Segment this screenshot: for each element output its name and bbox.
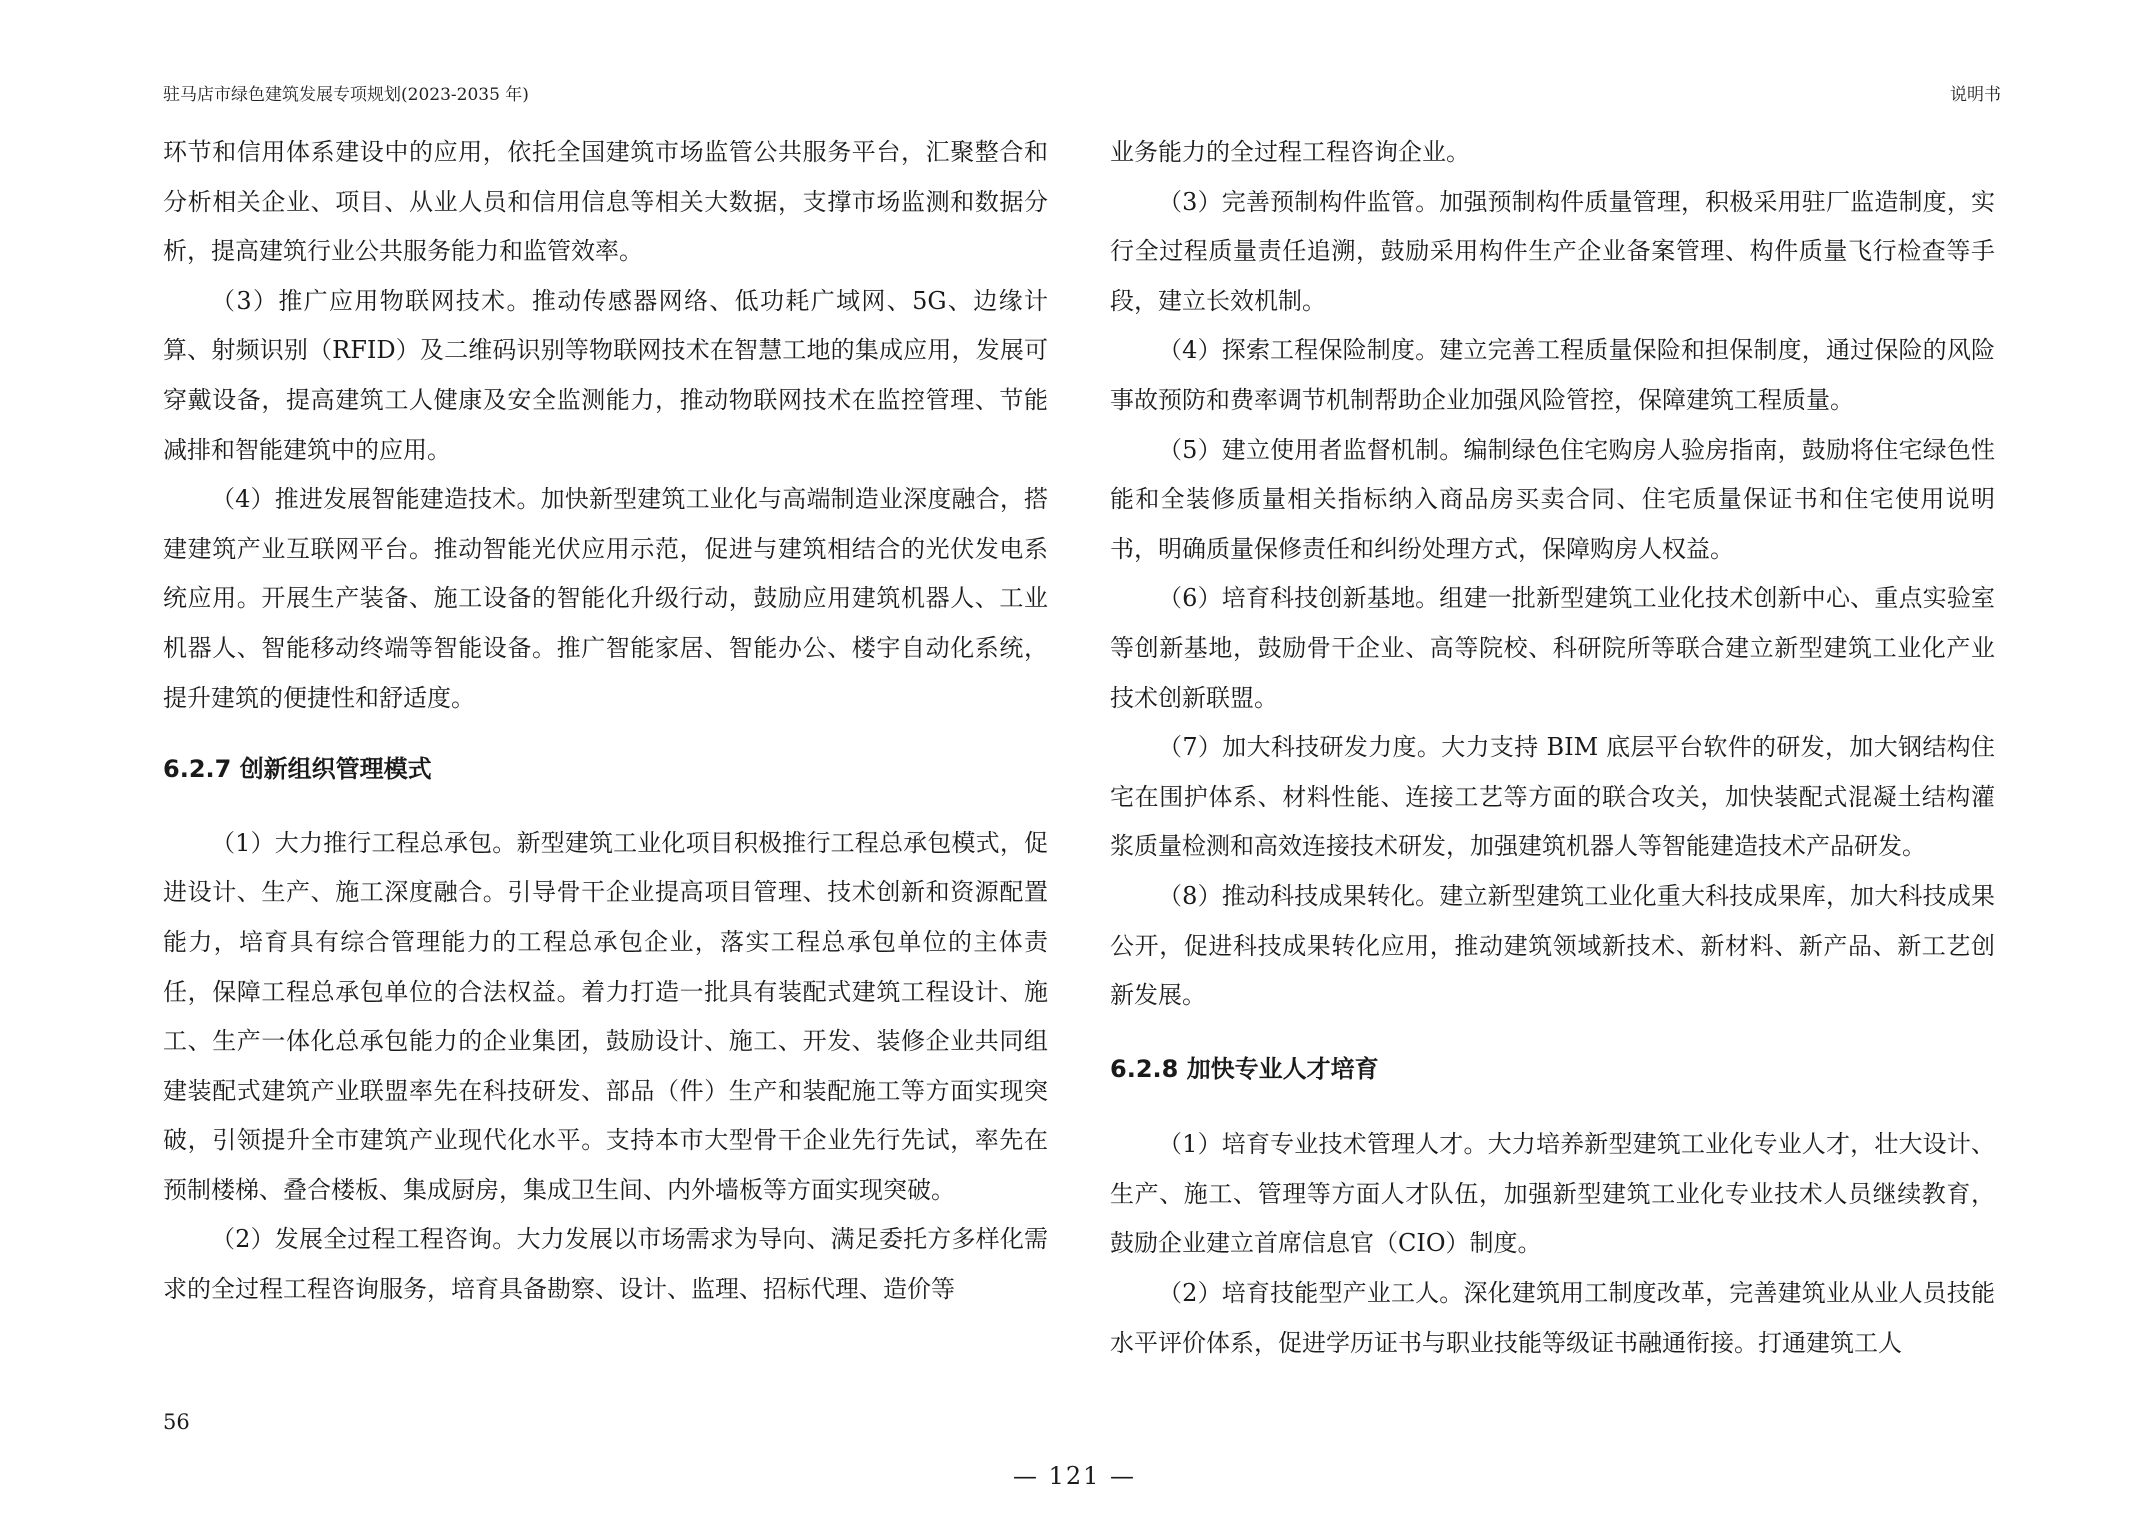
paragraph-insurance: （4）探索工程保险制度。建立完善工程质量保险和担保制度，通过保险的风险事故预防和费率调节机制帮助企业加强风险管控，保障建筑工程质量。 — [1110, 336, 1995, 414]
paragraph-smart-construction: （4）推进发展智能建造技术。加快新型建筑工业化与高端制造业深度融合，搭建建筑产业互联网平台。推动智能光伏应用示范，促进与建筑相结合的光伏发电系统应用。开展生产装备、施工设备的智能化升级行动，鼓励应用建筑机器人、工业机器人、智能移动终端等智能设备。推广智能家居、智能办公、楼宇自动化系统，提升建筑的便捷性和舒适度。 — [163, 485, 1048, 712]
paragraph-continued: 业务能力的全过程工程咨询企业。 — [1110, 138, 1470, 166]
paragraph-innovation-base: （6）培育科技创新基地。组建一批新型建筑工业化技术创新中心、重点实验室等创新基地，鼓励骨干企业、高等院校、科研院所等联合建立新型建筑工业化产业技术创新联盟。 — [1110, 584, 1995, 712]
section-heading-6-2-7: 6.2.7 创新组织管理模式 — [163, 755, 432, 784]
left-column — [163, 128, 1048, 1315]
document-type-header: 说明书 — [1950, 85, 2001, 105]
paragraph-skilled-workers: （2）培育技能型产业工人。深化建筑用工制度改革，完善建筑业从业人员技能水平评价体系，促进学历证书与职业技能等级证书融通衔接。打通建筑工人 — [1110, 1279, 1995, 1357]
section-heading-6-2-8: 6.2.8 加快专业人才培育 — [1110, 1054, 1379, 1083]
paragraph-prefab-supervision: （3）完善预制构件监管。加强预制构件质量管理，积极采用驻厂监造制度，实行全过程质量责任追溯，鼓励采用构件生产企业备案管理、构件质量飞行检查等手段，建立长效机制。 — [1110, 187, 1995, 315]
paragraph-general-contracting: （1）大力推行工程总承包。新型建筑工业化项目积极推行工程总承包模式，促进设计、生产、施工深度融合。引导骨干企业提高项目管理、技术创新和资源配置能力，培育具有综合管理能力的工程总承包企业，落实工程总承包单位的主体责任，保障工程总承包单位的合法权益。着力打造一批具有装配式建筑工程设计、施工、生产一体化总承包能力的企业集团，鼓励设计、施工、开发、装修企业共同组建装配式建筑产业联盟率先在科技研发、部品（件）生产和装配施工等方面实现突破，引领提升全市建筑产业现代化水平。支持本市大型骨干企业先行先试，率先在预制楼梯、叠合楼板、集成厨房，集成卫生间、内外墙板等方面实现突破。 — [163, 828, 1048, 1204]
center-page-number: — 121 — — [1012, 1462, 1137, 1490]
left-page-number: 56 — [163, 1410, 190, 1434]
paragraph-user-supervision: （5）建立使用者监督机制。编制绿色住宅购房人验房指南，鼓励将住宅绿色性能和全装修质量相关指标纳入商品房买卖合同、住宅质量保证书和住宅使用说明书，明确质量保修责任和纠纷处理方式，保障购房人权益。 — [1110, 435, 1995, 563]
paragraph-iot: （3）推广应用物联网技术。推动传感器网络、低功耗广域网、5G、边缘计算、射频识别（RFID）及二维码识别等物联网技术在智慧工地的集成应用，发展可穿戴设备，提高建筑工人健康及安全监测能力，推动物联网技术在监控管理、节能减排和智能建筑中的应用。 — [163, 286, 1048, 464]
document-title-header: 驻马店市绿色建筑发展专项规划(2023-2035 年) — [163, 85, 529, 105]
paragraph-professional-talent: （1）培育专业技术管理人才。大力培养新型建筑工业化专业人才，壮大设计、生产、施工、管理等方面人才队伍，加强新型建筑工业化专业技术人员继续教育，鼓励企业建立首席信息官（CIO）制度。 — [1110, 1130, 1995, 1258]
paragraph-whole-process-consulting: （2）发展全过程工程咨询。大力发展以市场需求为导向、满足委托方多样化需求的全过程工程咨询服务，培育具备勘察、设计、监理、招标代理、造价等 — [163, 1225, 1048, 1304]
paragraph-research: （7）加大科技研发力度。大力支持 BIM 底层平台软件的研发，加大钢结构住宅在围护体系、材料性能、连接工艺等方面的联合攻关，加快装配式混凝土结构灌浆质量检测和高效连接技术研发，加强建筑机器人等智能建造技术产品研发。 — [1110, 733, 1995, 861]
paragraph-continued: 环节和信用体系建设中的应用，依托全国建筑市场监管公共服务平台，汇聚整合和分析相关企业、项目、从业人员和信用信息等相关大数据，支撑市场监测和数据分析，提高建筑行业公共服务能力和监管效率。 — [163, 138, 1048, 266]
paragraph-tech-transfer: （8）推动科技成果转化。建立新型建筑工业化重大科技成果库，加大科技成果公开，促进科技成果转化应用，推动建筑领域新技术、新材料、新产品、新工艺创新发展。 — [1110, 881, 1995, 1010]
right-column — [1110, 128, 1995, 1368]
